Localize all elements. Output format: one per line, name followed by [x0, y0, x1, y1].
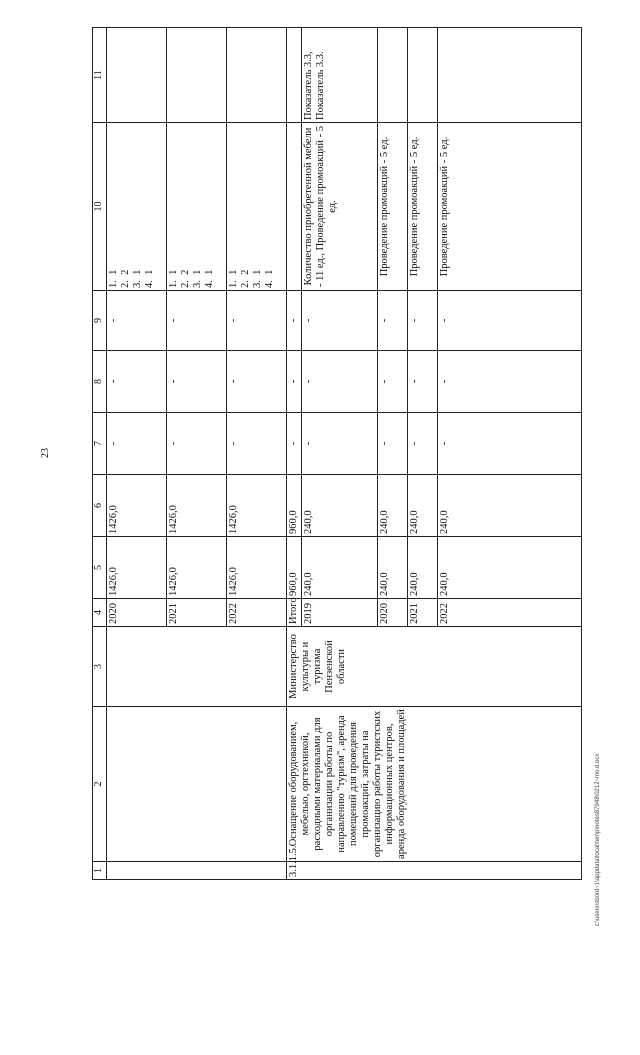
table-container [92, 28, 582, 880]
value-cell: - [287, 291, 302, 351]
header-cell: 5 [93, 537, 107, 599]
value-cell: 1426,0 [107, 537, 167, 599]
value-cell: - [438, 413, 582, 475]
value-cell: - [107, 291, 167, 351]
year-cell: 2022 [227, 599, 287, 627]
year-cell: 2020 [378, 599, 408, 627]
indicator-cell: 1. 1 2. 2 3. 1 4. 1 [107, 123, 167, 291]
value-cell: - [438, 351, 582, 413]
value-cell: 240,0 [438, 537, 582, 599]
value-cell: - [167, 291, 227, 351]
empty-cell [107, 627, 287, 707]
item-description: Оснащение оборудованием, мебелью, оргтехникой, расходными материалами для организации работы по направлению "туризм", аренда помещений для проведения промоакций, затраты на организацию работы туристских информационных центров, аренда оборудования и площадей [287, 707, 582, 862]
value-cell: - [287, 413, 302, 475]
rotated-table-frame [92, 28, 582, 880]
header-cell: 6 [93, 475, 107, 537]
year-cell: Итого [287, 599, 302, 627]
footer-file-path: c:\users\sbord~1\appdata\local\temp\notes87948\0212~mo.d.ocx [595, 753, 601, 927]
reference-cell [408, 28, 438, 123]
reference-cell [227, 28, 287, 123]
value-cell: 1426,0 [107, 475, 167, 537]
indicator-cell [287, 123, 302, 291]
value-cell: 1426,0 [167, 475, 227, 537]
value-cell: 240,0 [378, 537, 408, 599]
header-cell: 2 [93, 707, 107, 862]
value-cell: - [408, 413, 438, 475]
value-cell: - [408, 351, 438, 413]
value-cell: - [378, 351, 408, 413]
page-number: 23 [40, 448, 51, 458]
value-cell: 240,0 [302, 475, 378, 537]
header-cell: 10 [93, 123, 107, 291]
indicator-cell: 1. 1 2. 2 3. 1 4. 1 [167, 123, 227, 291]
item-number: 3.1.1.5. [287, 862, 582, 880]
table-row [287, 28, 302, 880]
reference-cell [378, 28, 408, 123]
value-cell: 960,0 [287, 475, 302, 537]
empty-cell [107, 862, 287, 880]
value-cell: - [302, 291, 378, 351]
year-cell: 2021 [167, 599, 227, 627]
item-executor: Министерство культуры и туризма Пензенской области [287, 627, 582, 707]
value-cell: - [227, 291, 287, 351]
header-cell: 11 [93, 28, 107, 123]
value-cell: - [287, 351, 302, 413]
value-cell: - [107, 413, 167, 475]
reference-cell [438, 28, 582, 123]
year-cell: 2021 [408, 599, 438, 627]
indicator-cell: Проведение промоакций - 5 ед. [438, 123, 582, 291]
value-cell: - [408, 291, 438, 351]
value-cell: - [167, 413, 227, 475]
value-cell: - [378, 291, 408, 351]
indicator-cell: Проведение промоакций - 5 ед. [408, 123, 438, 291]
reference-cell [107, 28, 167, 123]
value-cell: - [227, 413, 287, 475]
value-cell: - [302, 413, 378, 475]
header-cell: 8 [93, 351, 107, 413]
indicator-cell: 1. 1 2. 2 3. 1 4. 1 [227, 123, 287, 291]
value-cell: 240,0 [438, 475, 582, 537]
value-cell: 240,0 [302, 537, 378, 599]
value-cell: 240,0 [408, 475, 438, 537]
value-cell: - [438, 291, 582, 351]
indicator-cell: Проведение промоакций - 5 ед. [378, 123, 408, 291]
empty-cell [107, 707, 287, 862]
reference-cell [287, 28, 302, 123]
program-table [92, 27, 582, 880]
indicator-cell: Количество приобретенной мебели - 11 ед., Проведение промоакций - 5 ед. [302, 123, 378, 291]
year-cell: 2020 [107, 599, 167, 627]
header-cell: 1 [93, 862, 107, 880]
year-cell: 2022 [438, 599, 582, 627]
year-cell: 2019 [302, 599, 378, 627]
value-cell: - [378, 413, 408, 475]
reference-cell: Показатель 3.3, Показатель 3.3. [302, 28, 378, 123]
header-cell: 3 [93, 627, 107, 707]
value-cell: 1426,0 [227, 537, 287, 599]
value-cell: - [227, 351, 287, 413]
header-cell: 7 [93, 413, 107, 475]
value-cell: - [167, 351, 227, 413]
value-cell: - [107, 351, 167, 413]
value-cell: 960,0 [287, 537, 302, 599]
header-cell: 4 [93, 599, 107, 627]
header-row [93, 28, 107, 880]
value-cell: 240,0 [408, 537, 438, 599]
value-cell: 240,0 [378, 475, 408, 537]
header-cell: 9 [93, 291, 107, 351]
reference-cell [167, 28, 227, 123]
table-row [107, 28, 167, 880]
value-cell: - [302, 351, 378, 413]
value-cell: 1426,0 [167, 537, 227, 599]
value-cell: 1426,0 [227, 475, 287, 537]
